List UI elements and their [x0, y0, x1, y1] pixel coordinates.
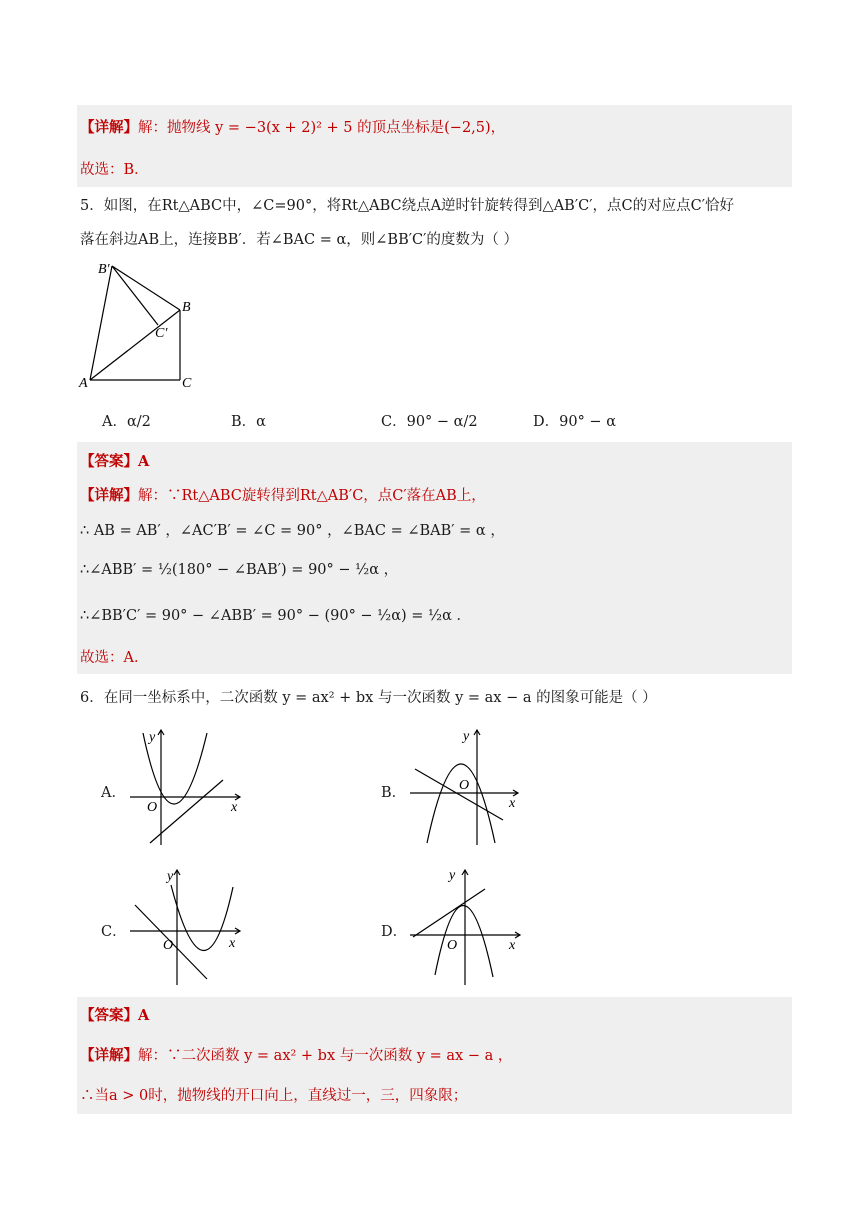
q6-graph-d: [405, 865, 530, 990]
detail-text: 解：∵Rt△ABC旋转得到Rt△AB′C，点C′落在AB上，: [138, 488, 486, 504]
detail-text: 解：抛物线 y = −3(x + 2)² + 5 的顶点坐标是(−2,5)，: [138, 120, 506, 136]
q6-graph-a-letter[interactable]: A．: [101, 785, 126, 801]
origin-label: O: [147, 800, 158, 815]
q5-detail-line3: ∴∠ABB′ = ½(180° − ∠BAB′) = 90° − ½α ，: [80, 562, 399, 578]
line-AB: [90, 310, 180, 380]
q6-graph-d-letter[interactable]: D．: [381, 924, 408, 940]
parabola: [171, 885, 233, 951]
q5-answer: 【答案】A: [80, 453, 150, 470]
label-A: A: [79, 376, 88, 391]
q5-figure: [78, 255, 208, 395]
q5-option-d[interactable]: D．90° − α: [533, 414, 616, 430]
prev-choice: 故选：B．: [80, 162, 149, 178]
q5-option-c[interactable]: C．90° − α/2: [381, 414, 478, 430]
q6-graph-a: [125, 725, 255, 850]
x-label: x: [229, 936, 236, 951]
line-B1B: [112, 266, 180, 310]
q6-graph-c: [125, 865, 250, 990]
q5-answer-box: [77, 442, 792, 674]
detail-label: 【详解】: [80, 1047, 138, 1064]
detail-label: 【详解】: [80, 119, 138, 136]
detail-text: 解：∵二次函数 y = ax² + bx 与一次函数 y = ax − a ，: [138, 1048, 513, 1064]
q6-graph-c-letter[interactable]: C．: [101, 924, 127, 940]
line: [415, 769, 503, 820]
origin-label: O: [447, 938, 458, 953]
q5-detail-line4: ∴∠BB′C′ = 90° − ∠ABB′ = 90° − (90° − ½α) = ½α ．: [80, 608, 472, 624]
y-label: y: [463, 729, 470, 744]
q6-detail-line2: ∴当a > 0时，抛物线的开口向上，直线过一，三，四象限；: [80, 1088, 468, 1104]
q6-graph-b-letter[interactable]: B．: [381, 785, 407, 801]
prev-detail-line: [80, 118, 505, 138]
line-AB1: [90, 266, 112, 380]
q5-detail-line1: [80, 486, 486, 506]
detail-label: 【详解】: [80, 487, 138, 504]
q5-stem-line2: 落在斜边AB上，连接BB′．若∠BAC = α，则∠BB′C′的度数为（ ）: [80, 232, 519, 248]
line-B1C1: [112, 266, 158, 325]
x-label: x: [231, 800, 238, 815]
label-C-prime: C′: [155, 326, 168, 341]
q5-choice: 故选：A．: [80, 650, 149, 666]
q6-detail-line1: [80, 1046, 512, 1066]
q6-graph-b: [405, 725, 530, 850]
origin-label: O: [163, 938, 174, 953]
label-B: B: [182, 300, 191, 315]
q6-answer: 【答案】A: [80, 1007, 150, 1024]
x-label: x: [509, 938, 516, 953]
y-label: y: [449, 868, 456, 883]
label-B-prime: B′: [98, 262, 110, 277]
x-label: x: [509, 796, 516, 811]
label-C: C: [182, 376, 192, 391]
q5-option-a[interactable]: A．α/2: [102, 414, 151, 430]
q5-detail-line2: ∴ AB = AB′ ，∠AC′B′ = ∠C = 90° ，∠BAC = ∠BAB′ = α ，: [80, 523, 505, 539]
line: [413, 889, 485, 937]
q6-stem: 6．在同一坐标系中，二次函数 y = ax² + bx 与一次函数 y = ax − a 的图象可能是（ ）: [80, 690, 657, 706]
parabola: [427, 764, 495, 843]
q5-stem-line1: 5．如图，在Rt△ABC中，∠C=90°，将Rt△ABC绕点A逆时针旋转得到△AB′C′，点C的对应点C′恰好: [80, 198, 734, 214]
y-label: y: [167, 869, 174, 884]
origin-label: O: [459, 778, 470, 793]
y-label: y: [149, 730, 156, 745]
q5-option-b[interactable]: B．α: [231, 414, 266, 430]
